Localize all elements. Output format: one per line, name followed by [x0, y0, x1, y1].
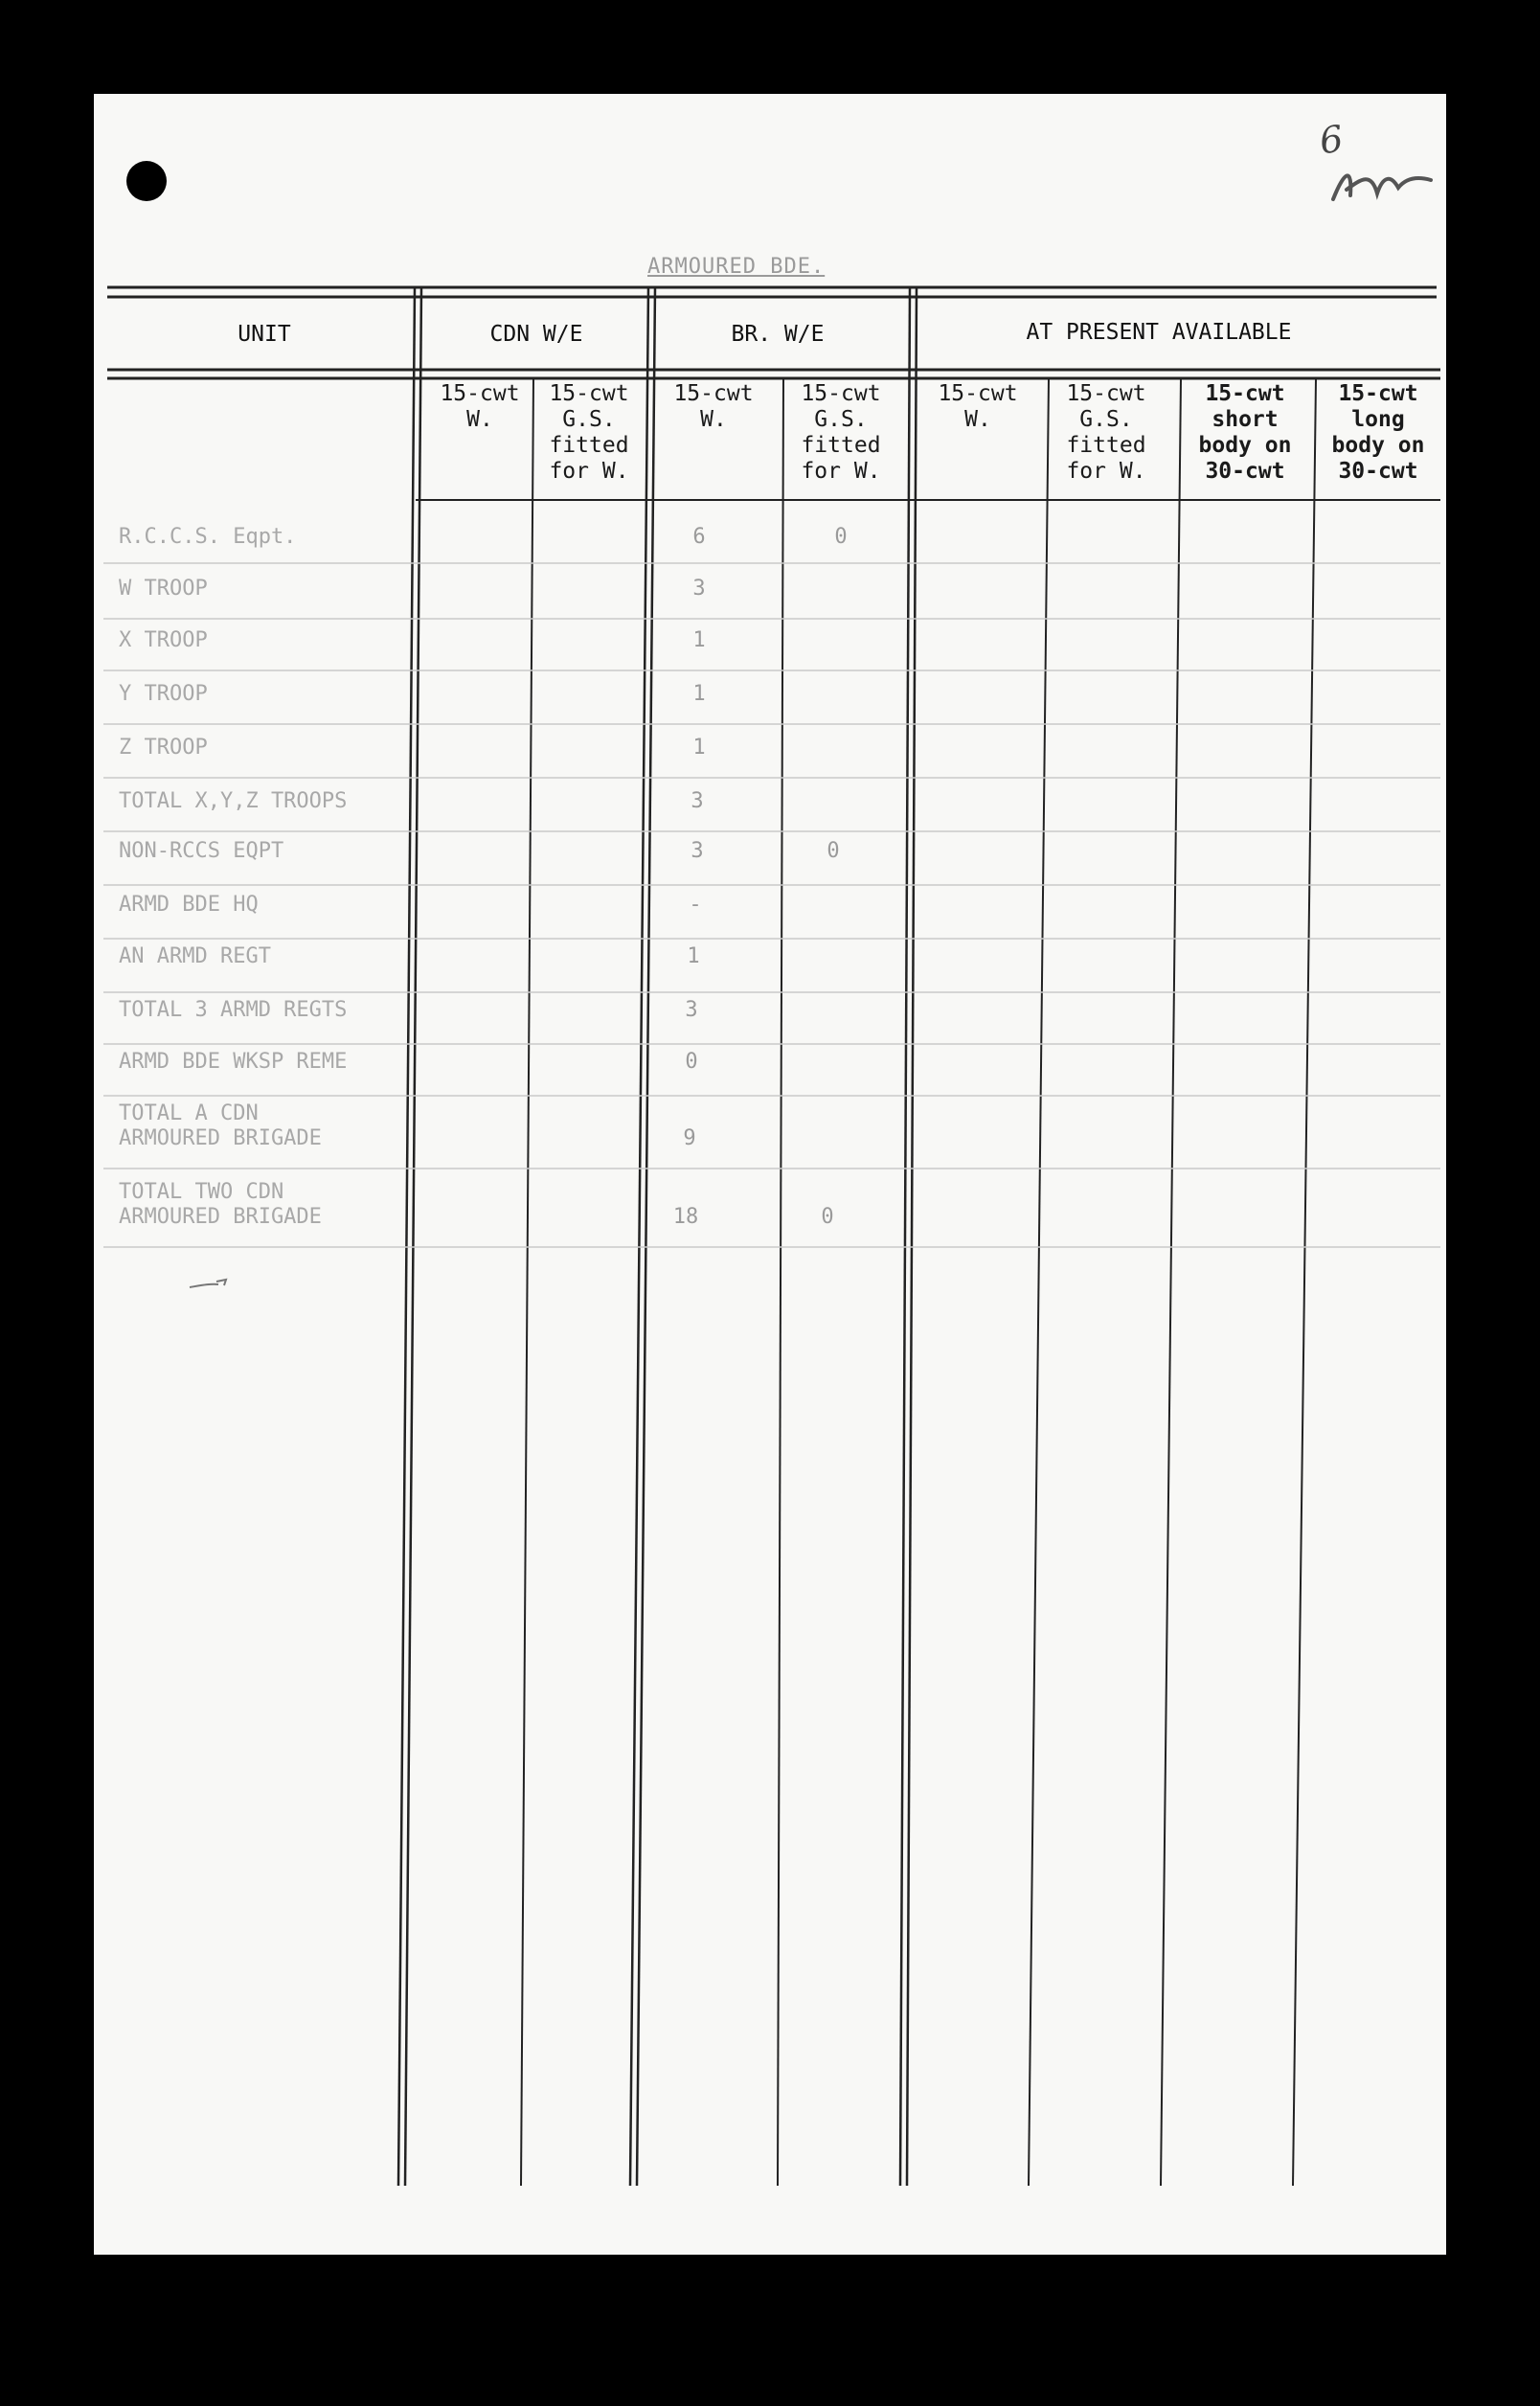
br-gs-value: 0	[834, 525, 848, 549]
br-w-value: 3	[691, 789, 704, 813]
br-w-value: 1	[692, 628, 706, 652]
subheader-avail-long-body: 15-cwt long body on 30-cwt	[1331, 381, 1425, 484]
subheader-cdn-w: 15-cwt W.	[440, 381, 520, 432]
subheader-avail-gs: 15-cwt G.S. fitted for W.	[1066, 381, 1146, 484]
page-number: 6	[1317, 117, 1347, 163]
subheader-br-gs: 15-cwt G.S. fitted for W.	[801, 381, 881, 484]
document-title: ARMOURED BDE.	[647, 255, 826, 279]
header-cdn-we: CDN W/E	[489, 322, 583, 347]
subheader-avail-short-body: 15-cwt short body on 30-cwt	[1198, 381, 1292, 484]
row-unit-label: W TROOP	[119, 577, 208, 601]
header-br-we: BR. W/E	[731, 322, 825, 347]
pen-mark-icon	[188, 1274, 245, 1293]
br-w-value: 3	[692, 577, 706, 601]
row-unit-label: TOTAL 3 ARMD REGTS	[119, 998, 348, 1022]
row-unit-label: ARMD BDE WKSP REME	[119, 1050, 348, 1074]
br-w-value: 18	[672, 1205, 699, 1229]
br-w-value: -	[689, 893, 702, 917]
br-gs-value: 0	[827, 839, 840, 863]
subheader-cdn-gs: 15-cwt G.S. fitted for W.	[549, 381, 629, 484]
row-unit-label: Z TROOP	[119, 736, 208, 760]
br-w-value: 3	[691, 839, 704, 863]
subheader-avail-w: 15-cwt W.	[938, 381, 1018, 432]
header-unit: UNIT	[238, 322, 291, 347]
br-w-value: 0	[685, 1050, 698, 1074]
row-unit-label: AN ARMD REGT	[119, 944, 271, 968]
row-unit-label: TOTAL TWO CDN ARMOURED BRIGADE	[119, 1180, 322, 1229]
br-w-value: 1	[687, 944, 700, 968]
subheader-br-w: 15-cwt W.	[673, 381, 754, 432]
br-w-value: 1	[692, 682, 706, 706]
row-unit-label: Y TROOP	[119, 682, 208, 706]
row-unit-label: R.C.C.S. Eqpt.	[119, 525, 297, 549]
br-w-value: 6	[692, 525, 706, 549]
row-unit-label: TOTAL X,Y,Z TROOPS	[119, 789, 348, 813]
row-unit-label: TOTAL A CDN ARMOURED BRIGADE	[119, 1101, 322, 1150]
row-unit-label: ARMD BDE HQ	[119, 893, 259, 917]
br-w-value: 3	[685, 998, 698, 1022]
header-at-present-available: AT PRESENT AVAILABLE	[1026, 320, 1292, 345]
br-gs-value: 0	[821, 1205, 834, 1229]
br-w-value: 1	[692, 736, 706, 760]
row-unit-label: X TROOP	[119, 628, 208, 652]
row-unit-label: NON-RCCS EQPT	[119, 839, 284, 863]
br-w-value: 9	[683, 1126, 696, 1150]
